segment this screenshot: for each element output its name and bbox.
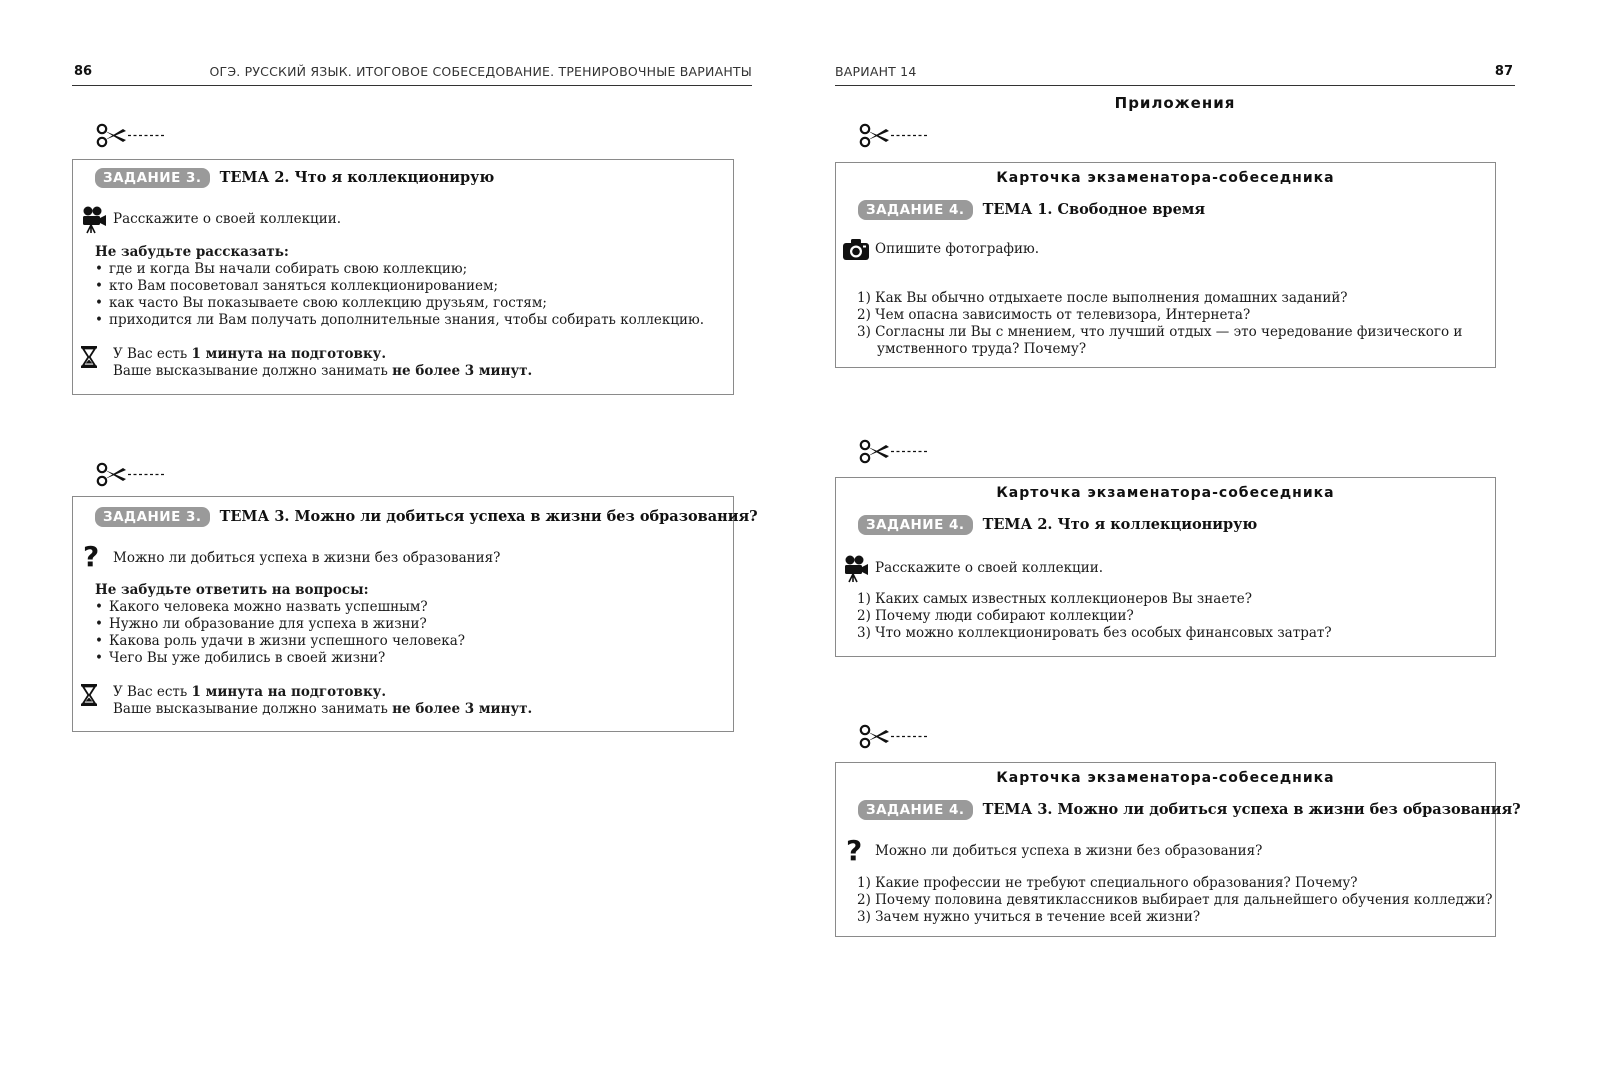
list-item: • где и когда Вы начали собирать свою коллекцию;: [95, 261, 704, 278]
card-heading: [95, 168, 494, 188]
list-item: 2) Чем опасна зависимость от телевизора, Интернета?: [857, 307, 1251, 323]
card-title: Карточка экзаменатора-собеседника: [996, 170, 1335, 186]
photo-camera-icon: [843, 238, 869, 260]
scissors-cut-line-icon: [859, 724, 929, 750]
list-item: • как часто Вы показываете свою коллекцию друзьям, гостям;: [95, 295, 704, 312]
list-item: 1) Каких самых известных коллекционеров Вы знаете?: [857, 591, 1253, 607]
list-item: • Чего Вы уже добились в своей жизни?: [95, 650, 465, 667]
task-badge: ЗАДАНИЕ 3.: [95, 168, 210, 188]
scissors-cut-line-icon: [859, 439, 929, 465]
list-heading: Не забудьте ответить на вопросы:: [95, 582, 369, 598]
card-heading: [858, 200, 1205, 220]
topic-title: ТЕМА 3. Можно ли добиться успеха в жизни без образования?: [219, 508, 758, 525]
task-badge: ЗАДАНИЕ 4.: [858, 515, 973, 535]
list-item: • Нужно ли образование для успеха в жизни?: [95, 616, 465, 633]
topic-title: ТЕМА 2. Что я коллекционирую: [219, 169, 495, 186]
film-camera-icon: [82, 206, 107, 234]
card-heading: [858, 800, 1521, 820]
list-item: 2) Почему половина девятиклассников выбирает для дальнейшего обучения колледжи?: [857, 892, 1493, 908]
list-item: • Какого человека можно назвать успешным?: [95, 599, 465, 616]
examiner-card: [835, 762, 1521, 937]
page-number: 87: [1494, 64, 1513, 79]
running-title: ВАРИАНТ 14: [835, 64, 917, 79]
examiner-card: [835, 477, 1496, 657]
list-item: 1) Какие профессии не требуют специального образования? Почему?: [857, 875, 1358, 891]
card-heading: [95, 507, 758, 527]
right-page: [835, 0, 1521, 1080]
scissors-cut-line-icon: [96, 123, 166, 149]
scissors-cut-line-icon: [859, 123, 929, 149]
task-prompt: Расскажите о своей коллекции.: [113, 211, 342, 227]
list-item: • Какова роль удачи в жизни успешного человека?: [95, 633, 465, 650]
prep-time-note: У Вас есть 1 минута на подготовку.: [113, 346, 387, 362]
question-mark-icon: ?: [846, 834, 863, 867]
list-item: 3) Согласны ли Вы с мнением, что лучший отдых — это чередование физического и умственного труда? Почему?: [857, 324, 1463, 357]
task-badge: ЗАДАНИЕ 3.: [95, 507, 210, 527]
examiner-card: [835, 162, 1496, 368]
task-prompt: Расскажите о своей коллекции.: [875, 560, 1104, 576]
section-title: Приложения: [1114, 94, 1236, 112]
topic-title: ТЕМА 3. Можно ли добиться успеха в жизни без образования?: [982, 801, 1521, 818]
scissors-cut-line-icon: [96, 462, 166, 488]
running-header: [72, 63, 752, 86]
film-camera-icon: [844, 555, 869, 583]
task-card: [72, 496, 758, 732]
task-card: [72, 159, 734, 395]
task-prompt: Можно ли добиться успеха в жизни без образования?: [875, 843, 1263, 859]
list-item: • кто Вам посоветовал заняться коллекционированием;: [95, 278, 704, 295]
bullet-list: [95, 599, 465, 667]
prep-time-note: У Вас есть 1 минута на подготовку.: [113, 684, 387, 700]
bullet-list: [95, 261, 704, 329]
question-list: [857, 591, 1332, 642]
task-badge: ЗАДАНИЕ 4.: [858, 200, 973, 220]
list-item: • приходится ли Вам получать дополнительные знания, чтобы собирать коллекцию.: [95, 312, 704, 329]
page-number: 86: [74, 64, 93, 79]
task-prompt: Опишите фотографию.: [875, 241, 1040, 257]
running-header: [835, 63, 1515, 86]
card-title: Карточка экзаменатора-собеседника: [996, 770, 1335, 786]
topic-title: ТЕМА 2. Что я коллекционирую: [982, 516, 1258, 533]
card-title: Карточка экзаменатора-собеседника: [996, 485, 1335, 501]
hourglass-icon: [81, 684, 97, 706]
duration-note: Ваше высказывание должно занимать не более 3 минут.: [113, 363, 533, 379]
topic-title: ТЕМА 1. Свободное время: [982, 201, 1206, 218]
question-list: [857, 290, 1489, 358]
list-item: 3) Зачем нужно учиться в течение всей жизни?: [857, 909, 1201, 925]
running-title: ОГЭ. РУССКИЙ ЯЗЫК. ИТОГОВОЕ СОБЕСЕДОВАНИЕ. ТРЕНИРОВОЧНЫЕ ВАРИАНТЫ: [209, 64, 752, 79]
card-heading: [858, 515, 1257, 535]
question-mark-icon: ?: [83, 540, 100, 573]
list-heading: Не забудьте рассказать:: [95, 244, 289, 260]
hourglass-icon: [81, 346, 97, 368]
question-list: [857, 875, 1492, 926]
list-item: 3) Что можно коллекционировать без особых финансовых затрат?: [857, 625, 1332, 641]
duration-note: Ваше высказывание должно занимать не более 3 минут.: [113, 701, 533, 717]
list-item: 1) Как Вы обычно отдыхаете после выполнения домашних заданий?: [857, 290, 1348, 306]
left-page: [72, 0, 758, 1080]
task-badge: ЗАДАНИЕ 4.: [858, 800, 973, 820]
list-item: 2) Почему люди собирают коллекции?: [857, 608, 1134, 624]
task-prompt: Можно ли добиться успеха в жизни без образования?: [113, 550, 501, 566]
